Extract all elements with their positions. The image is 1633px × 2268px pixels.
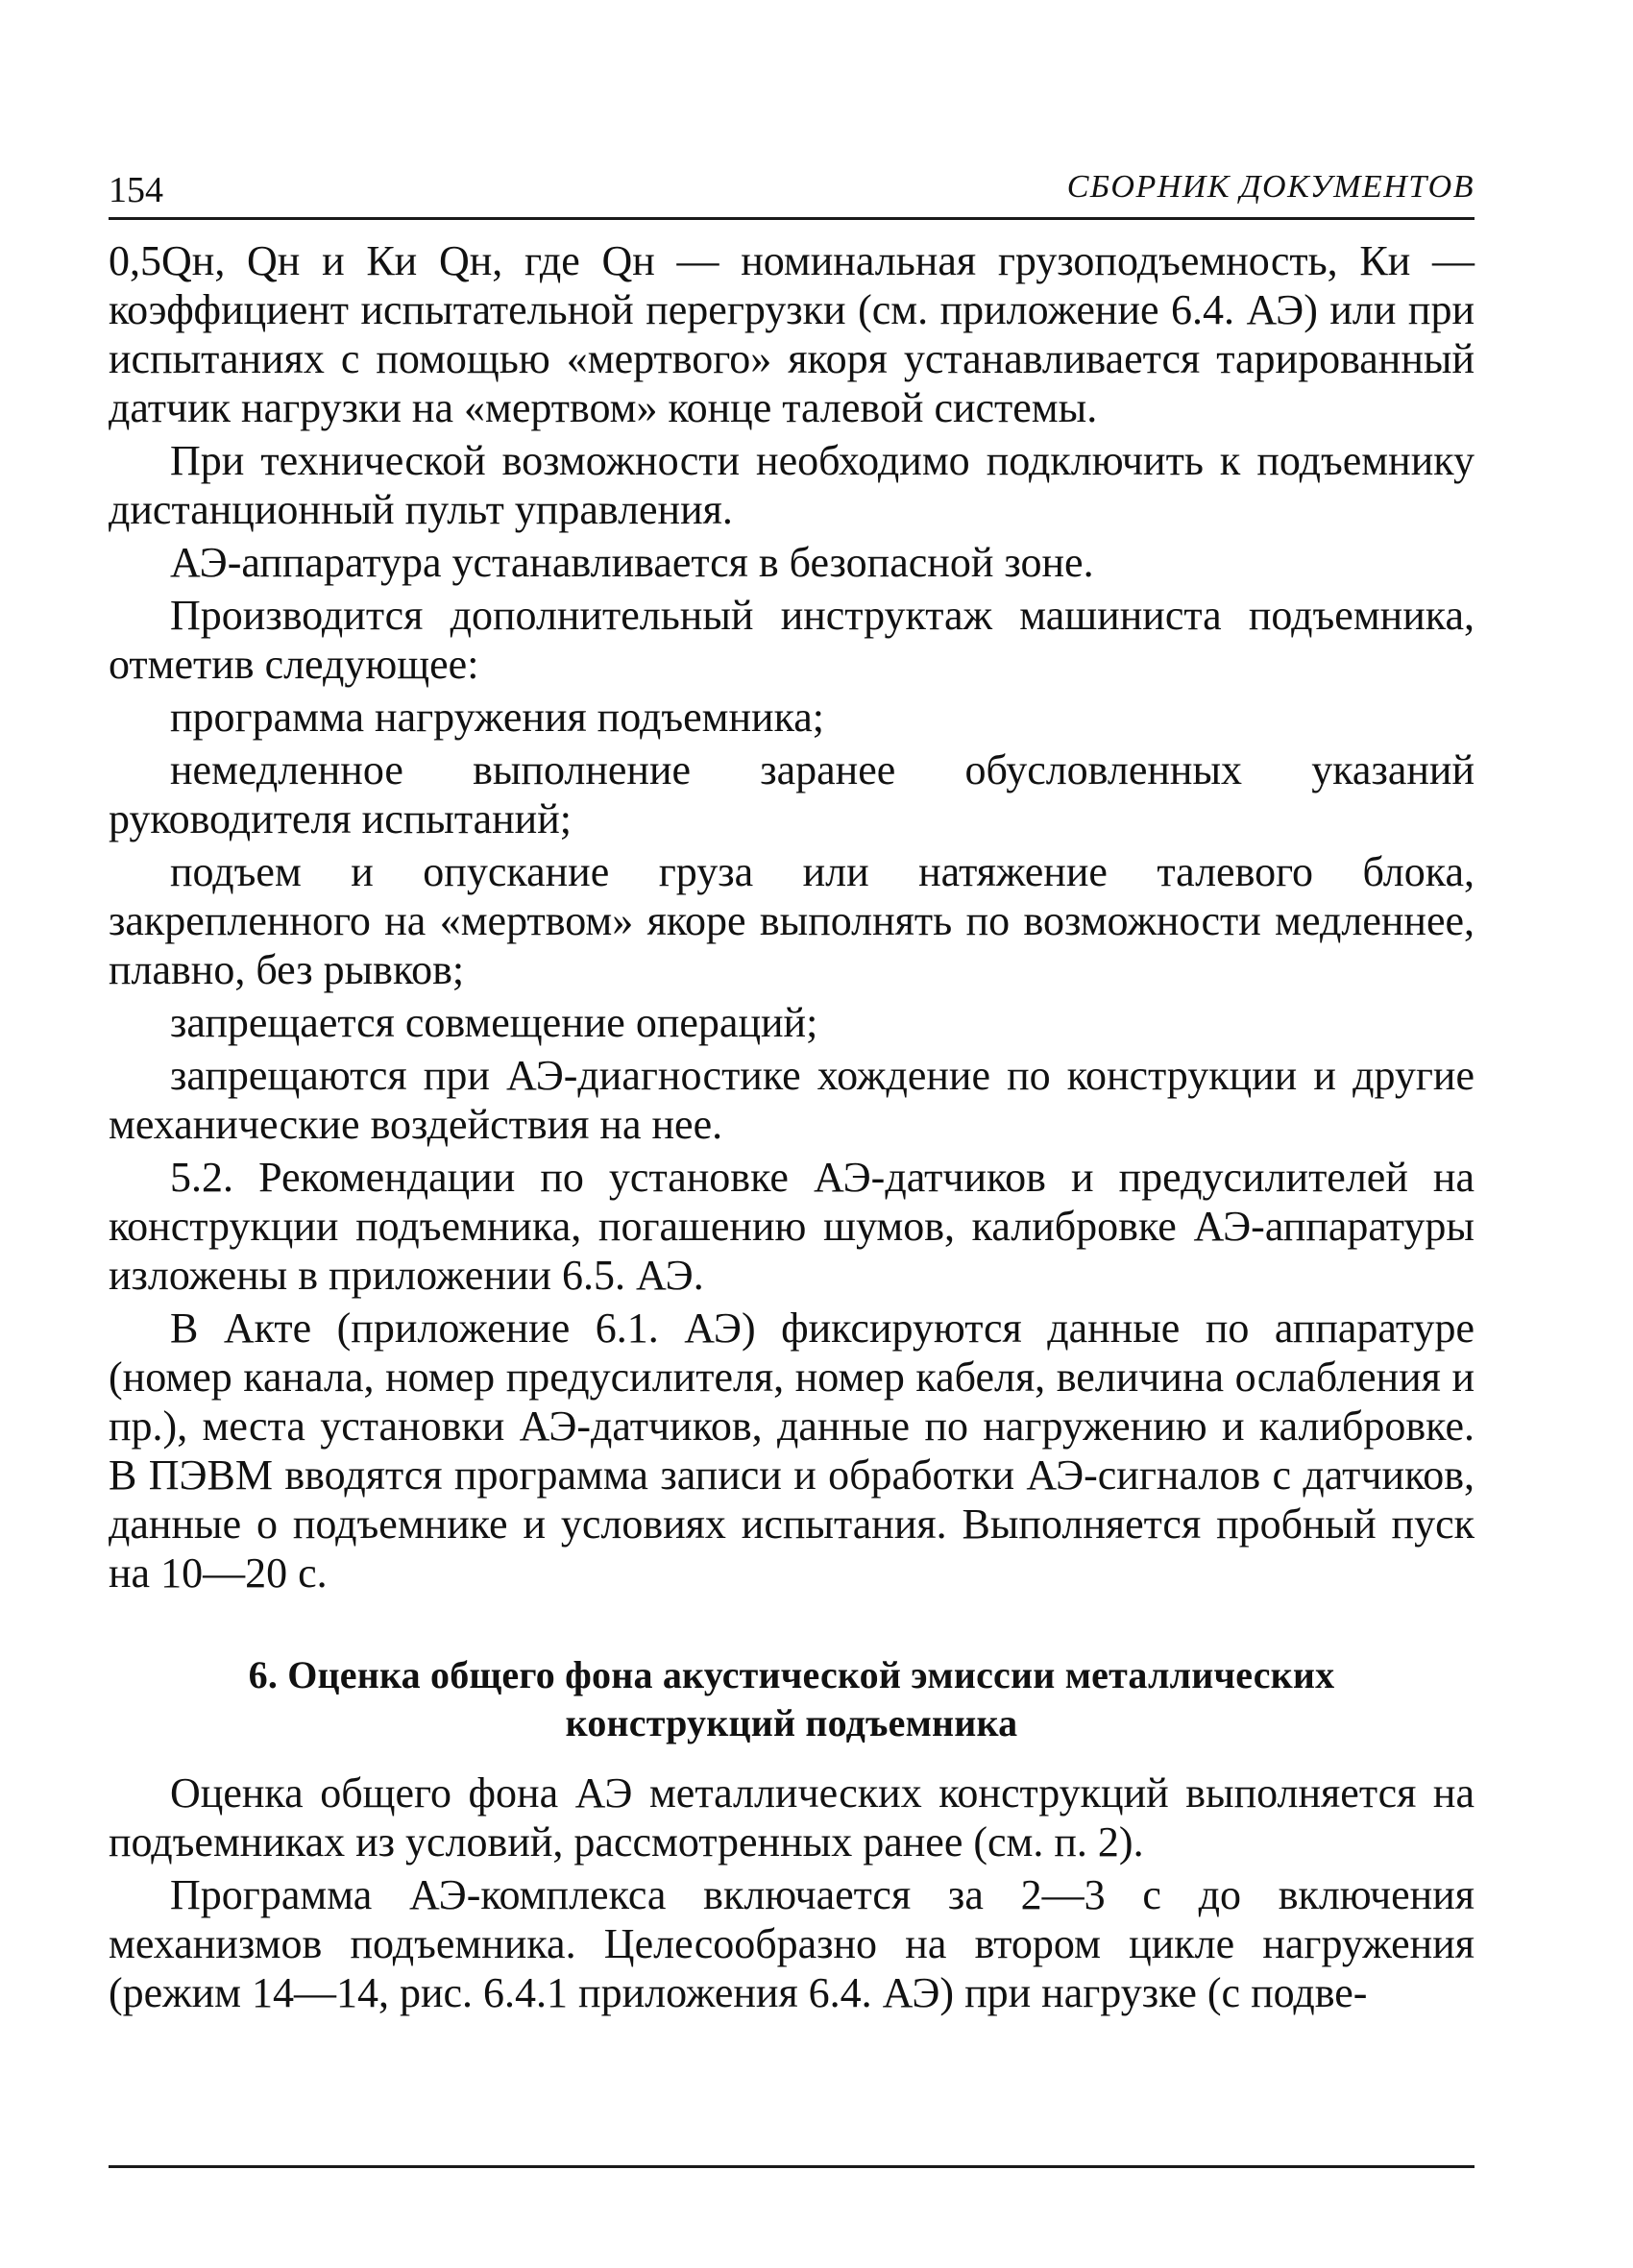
footer-rule: [109, 2165, 1475, 2168]
running-title: СБОРНИК ДОКУМЕНТОВ: [1066, 169, 1475, 205]
paragraph: Производится дополнительный инструктаж машиниста подъемника, отметив следующее:: [109, 592, 1475, 688]
list-item: запрещается совмещение операций;: [170, 999, 818, 1046]
paragraph: Программа АЭ-комплекса включается за 2—3 с до включения механизмов подъемника. Целесообразно на втором цикле нагружения (режим 14—14, рис. 6.4.1 приложения 6.4. АЭ) при нагрузке (с подве-: [109, 1871, 1475, 2016]
section-heading: [109, 1651, 1475, 1747]
section-heading-line: 6. Оценка общего фона акустической эмиссии металлических: [248, 1653, 1335, 1696]
paragraph: В Акте (приложение 6.1. АЭ) фиксируются данные по аппаратуре (номер канала, номер предусилителя, номер кабеля, величина ослабления и пр.), места установки АЭ-датчиков, данные по нагружению и калибровке. В ПЭВМ вводятся программа записи и обработки АЭ-сигналов с датчиков, данные о подъемнике и условиях испытания. Выполняется пробный пуск на 10—20 с.: [109, 1305, 1475, 1597]
list-item: подъем и опускание груза или натяжение талевого блока, закрепленного на «мертвом» якоре выполнять по возможности медленнее, плавно, без рывков;: [109, 848, 1475, 993]
list-item: запрещаются при АЭ-диагностике хождение по конструкции и другие механические воздействия на нее.: [109, 1052, 1475, 1148]
page-header: [109, 163, 1475, 217]
list-item: программа нагружения подъемника;: [170, 694, 825, 741]
page-number: 154: [109, 170, 163, 210]
paragraph: 5.2. Рекомендации по установке АЭ-датчиков и предусилителей на конструкции подъемника, погашению шумов, калибровке АЭ-аппаратуры изложены в приложении 6.5. АЭ.: [109, 1154, 1475, 1299]
paragraph: 0,5Qн, Qн и Ки Qн, где Qн — номинальная грузоподъемность, Ки — коэффициент испытательной перегрузки (см. приложение 6.4. АЭ) или при испытаниях с помощью «мертвого» якоря устанавливается тарированный датчик нагрузки на «мертвом» конце талевой системы.: [109, 237, 1475, 431]
list-item: немедленное выполнение заранее обусловленных указаний руководителя испытаний;: [109, 746, 1475, 842]
section-heading-line: конструкций подъемника: [565, 1701, 1018, 1744]
paragraph: АЭ-аппаратура устанавливается в безопасной зоне.: [170, 539, 1094, 586]
header-rule: [109, 217, 1475, 220]
paragraph: При технической возможности необходимо подключить к подъемнику дистанционный пульт управления.: [109, 437, 1475, 533]
paragraph: Оценка общего фона АЭ металлических конструкций выполняется на подъемниках из условий, рассмотренных ранее (см. п. 2).: [109, 1769, 1475, 1866]
page-body: [109, 236, 1475, 2021]
